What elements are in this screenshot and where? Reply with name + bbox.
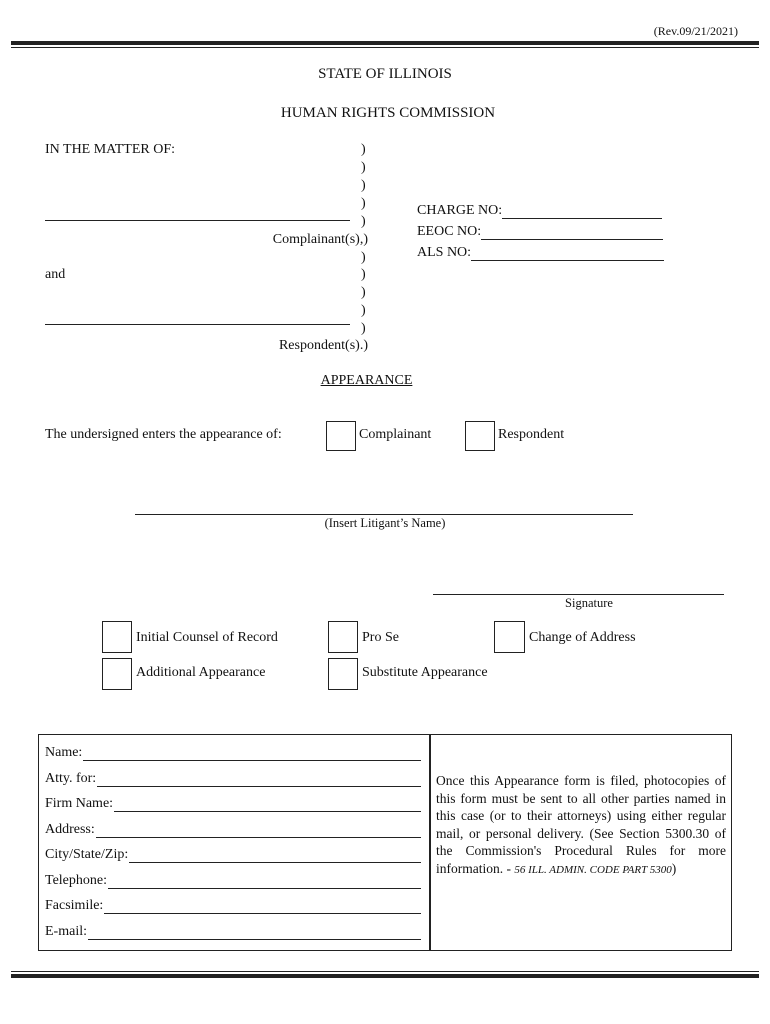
respondent-name-input[interactable]	[45, 310, 350, 325]
firm-name-input[interactable]	[114, 797, 421, 812]
paren: )	[361, 267, 366, 282]
complainant-label: Complainant(s),)	[272, 232, 368, 247]
respondent-option-label: Respondent	[498, 427, 565, 442]
address-input[interactable]	[96, 823, 421, 838]
contact-field-email	[45, 922, 421, 940]
contact-field-atty	[45, 769, 421, 787]
paren: )	[361, 196, 366, 211]
state-title: STATE OF ILLINOIS	[318, 66, 452, 82]
top-rule-thin	[11, 47, 759, 48]
and-label: and	[45, 267, 66, 282]
contact-field-name	[45, 743, 421, 761]
change-of-address-label: Change of Address	[529, 630, 636, 645]
contact-field-label: E-mail:	[45, 924, 87, 939]
litigant-name-caption: (Insert Litigant’s Name)	[324, 516, 446, 530]
paren: )	[361, 160, 366, 175]
atty-for-input[interactable]	[97, 772, 421, 787]
additional-appearance-checkbox[interactable]	[102, 658, 132, 690]
commission-title: HUMAN RIGHTS COMMISSION	[280, 105, 496, 121]
contact-field-label: Facsimile:	[45, 898, 104, 913]
litigant-name-input[interactable]	[135, 500, 633, 515]
substitute-appearance-checkbox[interactable]	[328, 658, 358, 690]
als-no-label: ALS NO:	[417, 245, 472, 260]
als-no-input[interactable]	[471, 246, 664, 261]
charge-no-label: CHARGE NO:	[417, 203, 503, 218]
contact-field-telephone	[45, 871, 421, 889]
respondent-label: Respondent(s).)	[278, 338, 368, 353]
contact-field-label: Telephone:	[45, 873, 107, 888]
eeoc-no-label: EEOC NO:	[417, 224, 482, 239]
substitute-appearance-label: Substitute Appearance	[362, 665, 488, 680]
contact-field-firm	[45, 794, 421, 812]
paren: )	[361, 321, 366, 336]
pro-se-label: Pro Se	[362, 630, 399, 645]
contact-box-divider	[429, 734, 431, 951]
paren: )	[361, 214, 366, 229]
charge-no-input[interactable]	[502, 204, 662, 219]
paren: )	[361, 303, 366, 318]
matter-label: IN THE MATTER OF:	[45, 142, 176, 157]
bottom-rule-thin	[11, 971, 759, 972]
telephone-input[interactable]	[108, 874, 421, 889]
additional-appearance-label: Additional Appearance	[136, 665, 266, 680]
appearance-title: APPEARANCE	[320, 373, 413, 388]
notice-citation: 56 ILL. ADMIN. CODE PART 5300	[514, 863, 672, 876]
notice-text	[436, 772, 726, 879]
paren: )	[361, 178, 366, 193]
complainant-name-input[interactable]	[45, 206, 350, 221]
facsimile-input[interactable]	[104, 899, 421, 914]
pro-se-checkbox[interactable]	[328, 621, 358, 653]
contact-field-label: Firm Name:	[45, 796, 114, 811]
initial-counsel-checkbox[interactable]	[102, 621, 132, 653]
notice-close: )	[671, 860, 677, 876]
contact-field-facsimile	[45, 896, 421, 914]
name-input[interactable]	[83, 746, 421, 761]
initial-counsel-label: Initial Counsel of Record	[136, 630, 278, 645]
paren: )	[361, 142, 366, 157]
als-no-row	[417, 245, 664, 261]
change-of-address-checkbox[interactable]	[494, 621, 525, 653]
paren: )	[361, 285, 366, 300]
contact-field-address	[45, 820, 421, 838]
revision-date: (Rev.09/21/2021)	[653, 24, 738, 38]
notice-body: Once this Appearance form is filed, photocopies of this form must be sent to all other parties named in this case (or to their attorneys) using either regular mail, or personal delivery. (See Section 5300.30 of the Commission's Procedural Rules for more information. -	[436, 773, 726, 876]
contact-field-label: City/State/Zip:	[45, 847, 129, 862]
paren: )	[361, 250, 366, 265]
charge-no-row	[417, 203, 662, 219]
contact-field-city	[45, 845, 421, 863]
complainant-option-label: Complainant	[359, 427, 432, 442]
eeoc-no-row	[417, 224, 663, 240]
respondent-checkbox[interactable]	[465, 421, 495, 451]
complainant-checkbox[interactable]	[326, 421, 356, 451]
contact-field-label: Name:	[45, 745, 83, 760]
enters-appearance-label: The undersigned enters the appearance of:	[45, 427, 282, 442]
signature-input[interactable]	[433, 580, 724, 595]
signature-caption: Signature	[565, 596, 613, 610]
bottom-rule	[11, 974, 759, 978]
contact-field-label: Address:	[45, 822, 95, 837]
city-state-zip-input[interactable]	[129, 848, 421, 863]
email-input[interactable]	[88, 925, 421, 940]
top-rule	[11, 41, 759, 45]
eeoc-no-input[interactable]	[481, 225, 663, 240]
contact-field-label: Atty. for:	[45, 771, 97, 786]
